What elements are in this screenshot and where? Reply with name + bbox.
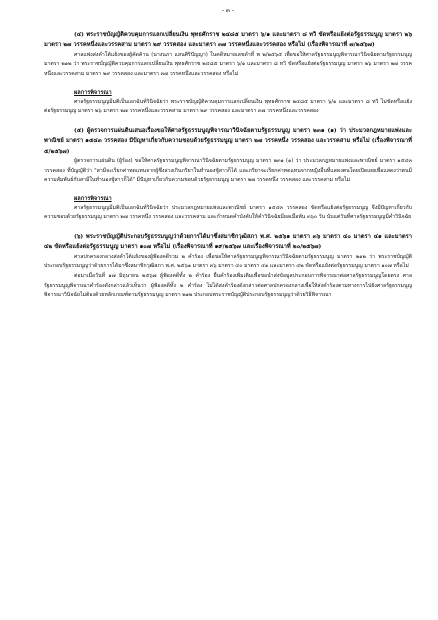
section-title: (๕) ผู้ตรวจการแผ่นดินเสนอเรื่องขอให้ศาลรัฐธรรมนูญพิจารณาวินิจฉัยตามรัฐธรรมนูญ มาตรา ๒๓๑ (๑) ว่า ประมวลกฎหมายแพ่งและพาณิชย์ มาตรา ๑๕๔๓ วรรคสอง มีปัญหาเกี่ยวกับความชอบด้วยรัฐธรรมนูญ มาตรา ๒๗ วรรคหนึ่ง วรรคสอง และวรรคสาม หรือไม่ (เรื่องพิจารณาที่ ๕/๒๕๖๗) — [44, 127, 412, 155]
section-body: ผู้ตรวจการแผ่นดิน (ผู้ร้อง) ขอให้ศาลรัฐธรรมนูญพิจารณาวินิจฉัยตามรัฐธรรมนูญ มาตรา ๒๓๑ (๑) ว่า ประมวลกฎหมายแพ่งและพาณิชย์ มาตรา ๑๕๔๓ วรรคสอง ที่บัญญัติว่า "สามีจะเรียกค่าทดแทนจากผู้ซึ่งล่วงเกินภริยาในทำนองชู้สาวก็ได้ และภริยาจะเรียกค่าทดแทนจากหญิงอื่นที่แสดงตนโดยเปิดเผยเพื่อแสดงว่าตนมีความสัมพันธ์กับสามีในทำนองชู้สาวก็ได้" มีปัญหาเกี่ยวกับความชอบด้วยรัฐธรรมนูญ มาตรา ๒๗ วรรคหนึ่ง วรรคสอง และวรรคสาม หรือไม่ — [44, 158, 412, 184]
section-title: (๔) พระราชบัญญัติควบคุมการแลกเปลี่ยนเงิน พุทธศักราช ๒๔๘๕ มาตรา ๖/๑ และมาตรา ๘ ทวิ ขัดหรือแย้งต่อรัฐธรรมนูญ มาตรา ๒๖ มาตรา ๒๗ วรรคหนึ่งและวรรคสาม มาตรา ๒๙ วรรคสอง และมาตรา ๓๗ วรรคหนึ่งและวรรคสอง หรือไม่ (เรื่องพิจารณาที่ ๗/๒๕๖๗) — [44, 32, 412, 49]
section-result: ศาลรัฐธรรมนูญมีมติเป็นเอกฉันท์วินิจฉัยว่า พระราชบัญญัติควบคุมการแลกเปลี่ยนเงิน พุทธศักราช ๒๔๘๕ มาตรา ๖/๑ และมาตรา ๘ ทวิ ไม่ขัดหรือแย้งต่อรัฐธรรมนูญ มาตรา ๒๖ มาตรา ๒๗ วรรคหนึ่งและวรรคสาม มาตรา ๒๙ วรรคสอง และมาตรา ๓๗ วรรคหนึ่งและวรรคสอง — [44, 98, 412, 115]
section-title: (๖) พระราชบัญญัติประกอบรัฐธรรมนูญว่าด้วยการได้มาซึ่งสมาชิกวุฒิสภา พ.ศ. ๒๕๖๑ มาตรา ๓๖ มาตรา ๔๐ มาตรา ๔๑ และมาตรา ๔๒ ขัดหรือแย้งต่อรัฐธรรมนูญ มาตรา ๑๐๗ หรือไม่ (เรื่องพิจารณาที่ ๑๙/๒๕๖๗ และเรื่องพิจารณาที่ ๒๐/๒๕๖๗) — [44, 233, 412, 251]
section-result: ศาลรัฐธรรมนูญมีมติเป็นเอกฉันท์วินิจฉัยว่า ประมวลกฎหมายแพ่งและพาณิชย์ มาตรา ๑๕๔๓ วรรคสอง ขัดหรือแย้งต่อรัฐธรรมนูญ จึงมีปัญหาเกี่ยวกับความชอบด้วยรัฐธรรมนูญ มาตรา ๒๗ วรรคหนึ่ง วรรคสอง และวรรคสาม และกำหนดคำบังคับให้คำวินิจฉัยมีผลเมื่อพ้น ๓๖๐ วัน นับแต่วันที่ศาลรัฐธรรมนูญมีคำวินิจฉัย — [44, 204, 412, 221]
result-heading: ผลการพิจารณา — [74, 89, 112, 96]
result-heading: ผลการพิจารณา — [74, 195, 112, 202]
section-5 — [44, 126, 412, 223]
section-extra: ต่อมาเมื่อวันที่ ๑๗ มิถุนายน ๒๕๖๗ ผู้ฟ้องคดีทั้ง ๒ คำร้อง ยื่นคำร้องเพิ่มเติมเพื่อขอนำส่งข้อมูลประกอบการพิจารณาต่อศาลรัฐธรรมนูญโดยตรง ศาลรัฐธรรมนูญพิจารณาคำร้องดังกล่าวแล้วเห็นว่า ผู้ฟ้องคดีทั้ง ๒ คำร้อง ไม่ได้ส่งคำร้องดังกล่าวต่อศาลปกครองกลางเพื่อให้ส่งคำร้องตามทางการไปยังศาลรัฐธรรมนูญพิจารณาวินิจฉัยไม่ต้องด้วยหลักเกณฑ์ตามรัฐธรรมนูญ มาตรา ๒๑๒ ประกอบพระราชบัญญัติประกอบรัฐธรรมนูญว่าด้วยวิธีพิจารณา — [44, 272, 412, 299]
section-6 — [44, 232, 412, 301]
page-number: - ๓ - — [222, 7, 234, 14]
section-body: ศาลแพ่งส่งคำโต้แย้งของผู้คัดค้าน (นางนภา แสนศิริปัญญา) ในคดีหมายเลขดำที่ พ ๒/๒๕๖๕ เพื่อขอให้ศาลรัฐธรรมนูญพิจารณาวินิจฉัยตามรัฐธรรมนูญ มาตรา ๒๑๒ ว่า พระราชบัญญัติควบคุมการแลกเปลี่ยนเงิน พุทธศักราช ๒๔๘๕ มาตรา ๖/๑ และมาตรา ๘ ทวิ ขัดหรือแย้งต่อรัฐธรรมนูญ มาตรา ๒๖ มาตรา ๒๗ วรรคหนึ่งและวรรคสาม มาตรา ๒๙ วรรคสอง และมาตรา ๓๗ วรรคหนึ่งและวรรคสอง หรือไม่ — [44, 51, 412, 77]
section-4 — [44, 30, 412, 117]
section-body: ศาลปกครองกลางส่งคำโต้แย้งของผู้ฟ้องคดีรวม ๒ คำร้อง เพื่อขอให้ศาลรัฐธรรมนูญพิจารณาวินิจฉัยตามรัฐธรรมนูญ มาตรา ๒๑๒ ว่า พระราชบัญญัติประกอบรัฐธรรมนูญว่าด้วยการได้มาซึ่งสมาชิกวุฒิสภา พ.ศ. ๒๕๖๑ มาตรา ๓๖ มาตรา ๔๐ มาตรา ๔๑ และมาตรา ๔๒ ขัดหรือแย้งต่อรัฐธรรมนูญ มาตรา ๑๐๗ หรือไม่ — [44, 253, 412, 270]
